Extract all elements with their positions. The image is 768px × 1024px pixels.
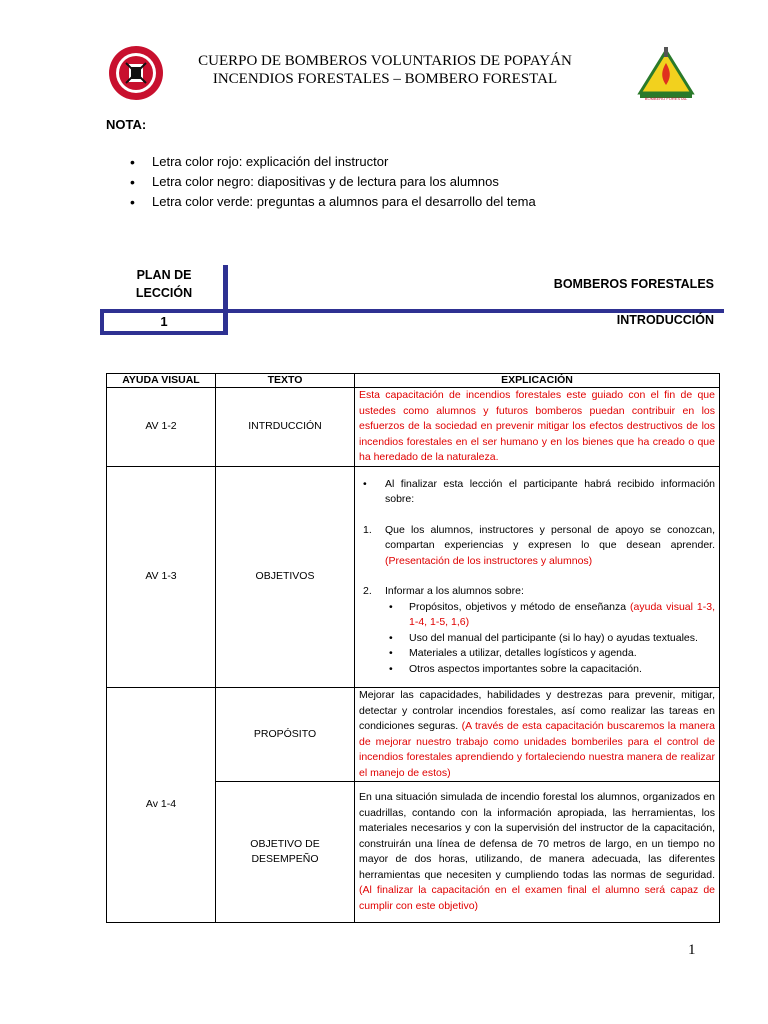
table-row	[107, 388, 720, 467]
plan-label	[105, 266, 223, 302]
fire-department-seal-logo	[108, 45, 164, 101]
page-number: 1	[688, 942, 696, 958]
texto-cell: INTRDUCCIÓN	[216, 388, 355, 467]
sub-item-note: (ayuda visual 1-3, 1-4, 1-5, 1,6)	[409, 600, 715, 629]
color-legend-list	[130, 152, 536, 212]
nota-label: NOTA:	[106, 117, 147, 132]
objetivo-desempeno-note: (Al finalizar la capacitación en el examen final el alumno será capaz de cumplir con este objetivo)	[359, 884, 715, 912]
objective-item-2	[359, 584, 715, 600]
sub-item-text: Propósitos, objetivos y método de enseñanza	[409, 600, 627, 613]
item-number: 2.	[363, 585, 372, 598]
objective-item-1-note: (Presentación de los instructores y alumnos)	[385, 554, 593, 567]
header-title-line2: INCENDIOS FORESTALES – BOMBERO FORESTAL	[212, 71, 558, 87]
proposito-note: (A través de esta capacitación buscaremos la manera de mejorar nuestro trabajo como unidades bomberiles para el control de incendios forestales aprendiendo y fortaleciendo nuestra manera de realizar el manejo de estos)	[359, 720, 716, 779]
objective-item-1-text: Que los alumnos, instructores y personal de apoyo se conozcan, compartan experiencias y expresen lo que desean aprender.	[385, 523, 715, 552]
lesson-table	[106, 373, 720, 923]
lesson-number: 1	[100, 309, 228, 335]
texto-line2: DESEMPEÑO	[251, 853, 319, 865]
legend-item-black: • Letra color negro: diapositivas y de lectura para los alumnos	[130, 172, 536, 192]
proposito-text: Mejorar las capacidades, habilidades y destrezas para prevenir, mitigar, detectar y controlar incendios forestales, así como realizar las tareas en condiciones seguras.	[359, 689, 715, 732]
explicacion-cell	[355, 688, 720, 782]
item-number: 1.	[363, 523, 372, 536]
objective-intro-text: Al finalizar esta lección el participante habrá recibido información sobre:	[385, 477, 715, 506]
plan-label-line2: LECCIÓN	[135, 286, 193, 300]
texto-cell: OBJETIVOS	[216, 467, 355, 688]
texto-line1: OBJETIVO DE	[250, 837, 320, 850]
column-header: EXPLICACIÓN	[355, 374, 720, 388]
objective-intro	[359, 477, 715, 508]
header-title-line1: CUERPO DE BOMBEROS VOLUNTARIOS DE POPAYÁN	[198, 53, 572, 69]
course-title: BOMBEROS FORESTALES	[553, 277, 714, 291]
lesson-title: INTRODUCCIÓN	[616, 313, 714, 327]
plan-label-line1: PLAN DE	[136, 268, 192, 282]
svg-text:BOMBERO FORESTAL: BOMBERO FORESTAL	[644, 96, 688, 101]
objective-item-2-text: Informar a los alumnos sobre:	[385, 585, 524, 598]
explicacion-cell: Esta capacitación de incendios forestales este guiado con el fin de que ustedes como alumnos y futuros bomberos puedan contribuir en los esfuerzos de la sociedad en prevenir mitigar los efectos destructivos de los incendios forestales en el ser humano y en los bienes que ha creado o que ha heredado de la naturaleza.	[355, 388, 720, 467]
forest-firefighter-logo	[636, 45, 696, 101]
sub-list-item: • Materiales a utilizar, detalles logísticos y agenda.	[385, 646, 715, 662]
texto-cell: PROPÓSITO	[216, 688, 355, 782]
table-header-row	[107, 374, 720, 388]
ayuda-cell: AV 1-3	[107, 467, 216, 688]
bullet-icon: •	[363, 477, 367, 490]
table-row	[107, 467, 720, 688]
table-row	[107, 688, 720, 782]
ayuda-cell: Av 1-4	[107, 688, 216, 923]
objective-sub-list	[359, 600, 715, 678]
header-title	[160, 52, 610, 88]
texto-cell	[216, 782, 355, 923]
explicacion-cell	[355, 467, 720, 688]
objective-item-1	[359, 523, 715, 570]
sub-list-item: • Otros aspectos importantes sobre la capacitación.	[385, 662, 715, 678]
sub-list-item	[385, 600, 715, 631]
explicacion-cell	[355, 782, 720, 923]
legend-item-green: • Letra color verde: preguntas a alumnos para el desarrollo del tema	[130, 192, 536, 212]
column-header: TEXTO	[216, 374, 355, 388]
column-header: AYUDA VISUAL	[107, 374, 216, 388]
legend-item-red: • Letra color rojo: explicación del instructor	[130, 152, 536, 172]
ayuda-cell: AV 1-2	[107, 388, 216, 467]
sub-list-item: • Uso del manual del participante (si lo hay) o ayudas textuales.	[385, 631, 715, 647]
objetivo-desempeno-text: En una situación simulada de incendio forestal los alumnos, organizados en cuadrillas, contando con la información apropiada, las herramientas, los materiales necesarios y con la supervisión del instructor de la capacitación, construirán una línea de defensa de 70 metros de largo, en un tiempo no mayor de dos horas, utilizando, de manera adecuada, las diferentes herramientas que necesiten y cumpliendo todas las normas de seguridad.	[359, 791, 715, 881]
